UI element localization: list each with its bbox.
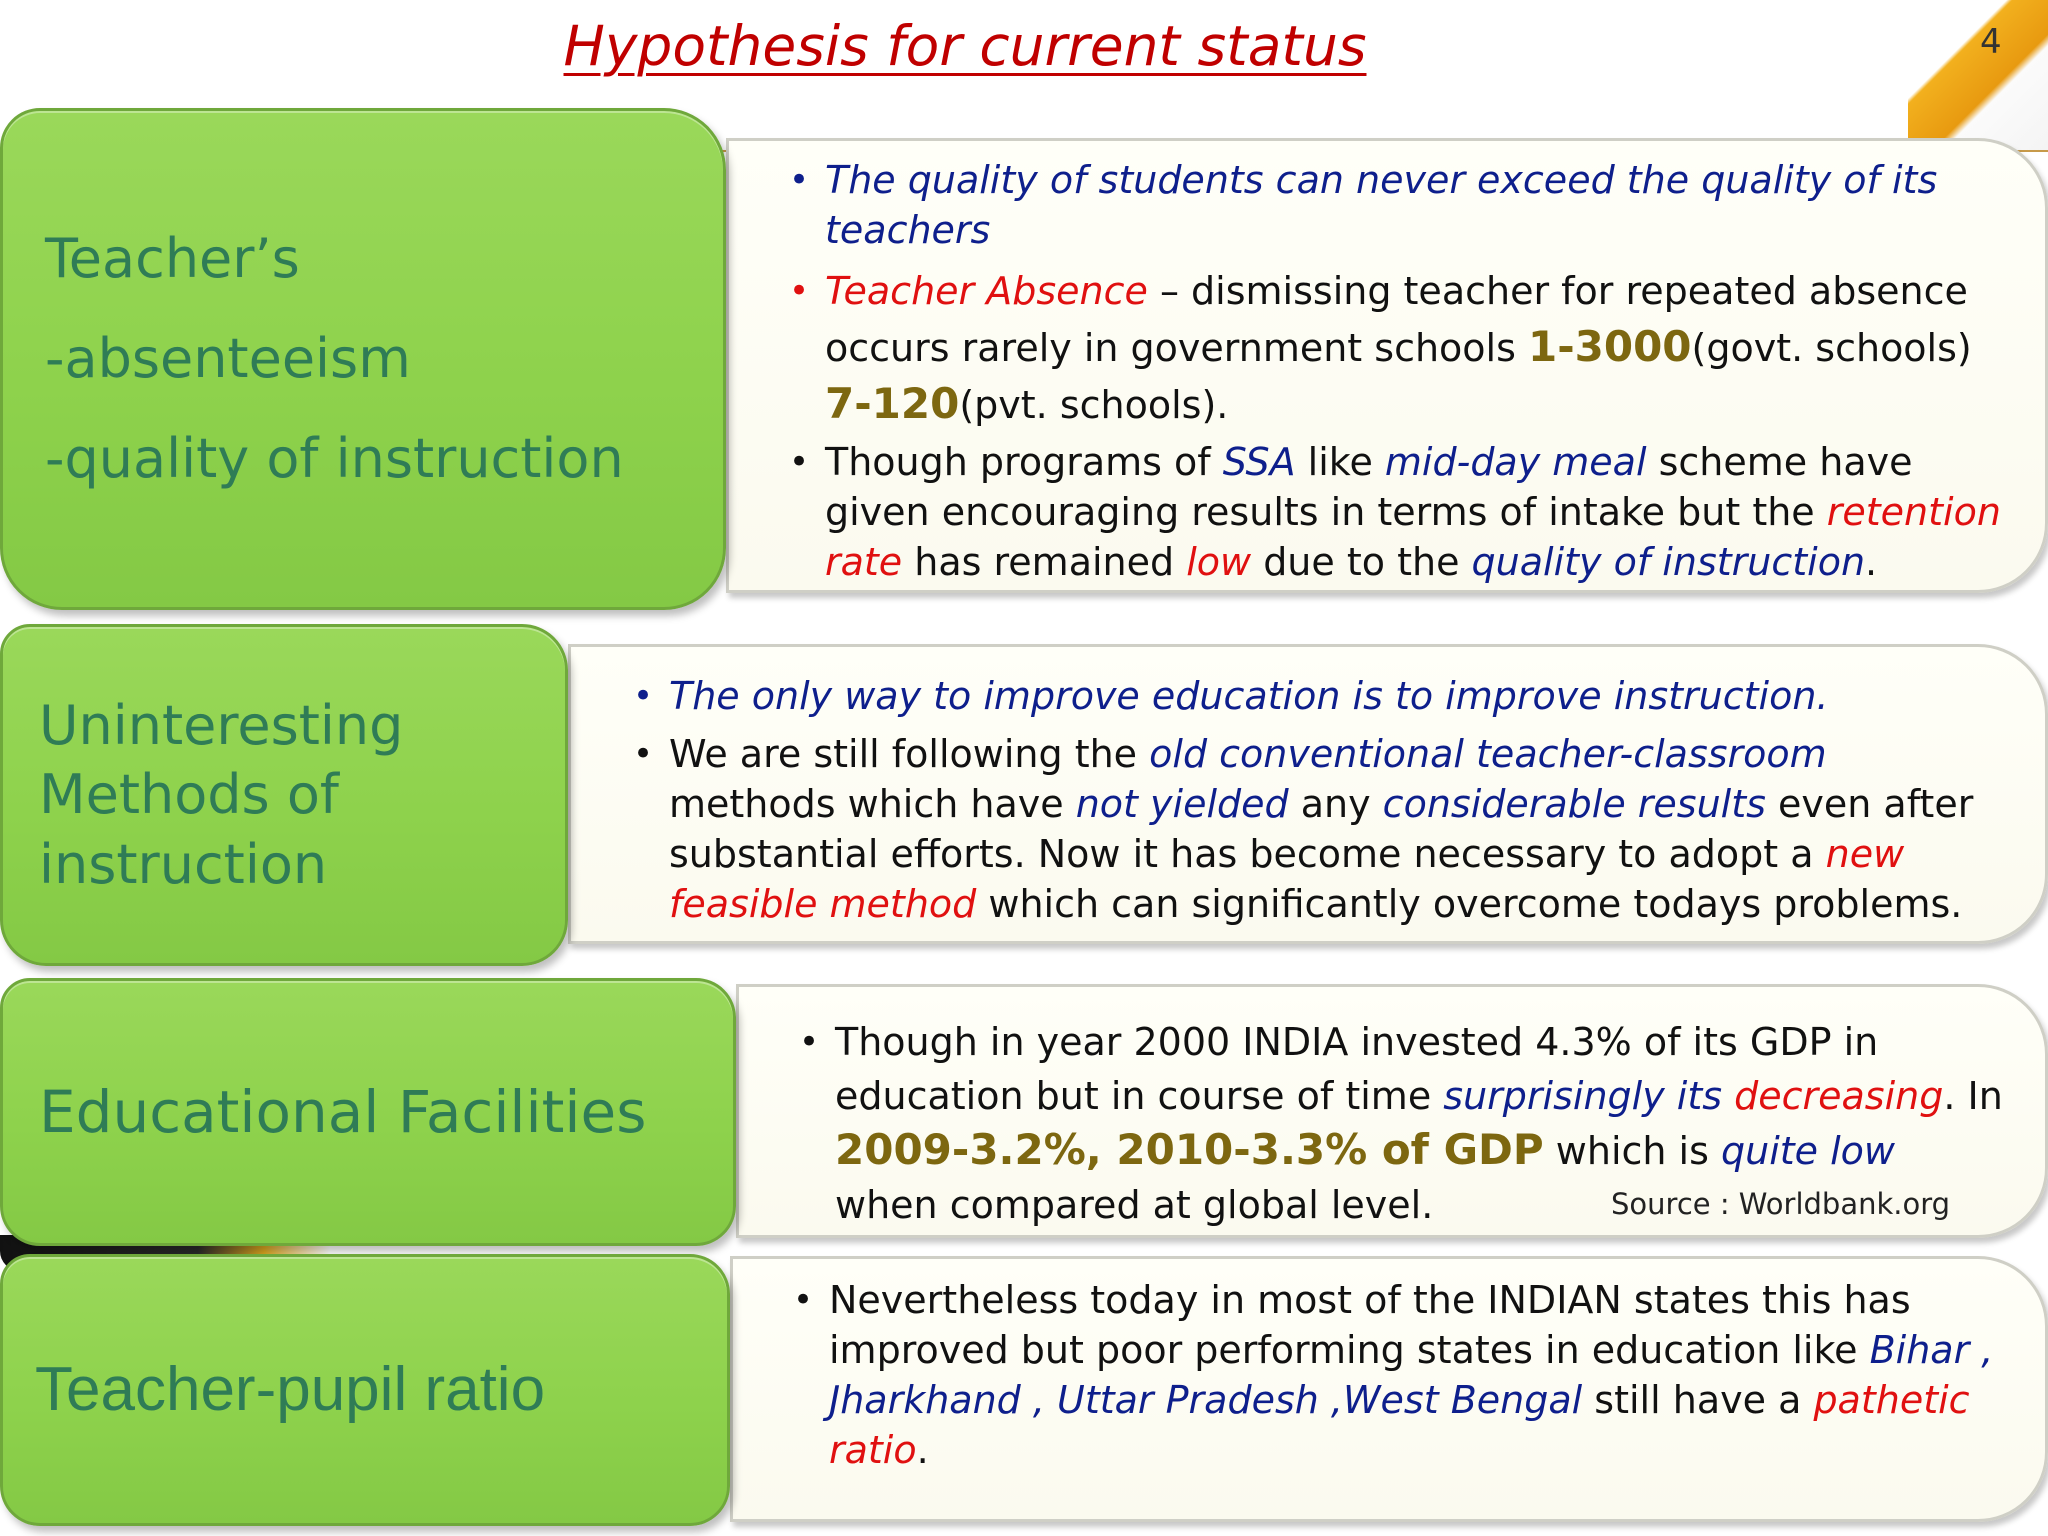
row-3-content-box [736, 984, 2048, 1238]
row-2-label-line-2: Methods of [39, 763, 339, 827]
source-citation: Source : Worldbank.org [1611, 1187, 1951, 1221]
row-1-bullet-3: • Though programs of SSA like mid-day meal scheme have given encouraging results in terms of intake but the retention rate has remained low due to the quality of instruction. [789, 440, 2001, 584]
row-2-bullet-2: • We are still following the old conventional teacher-classroom methods which have not yielded any considerable results even after substantial efforts. Now it has become necessary to adopt a new feasible method which can significantly overcome todays problems. [633, 732, 1974, 926]
row-2-label-line-3: instruction [39, 832, 328, 896]
row-3-bullet-1: • Though in year 2000 INDIA invested 4.3% of its GDP in education but in course of time surprisingly its decreasing. In 2009-3.2%, 2010-3.3% of GDP which is quite low when compared at global level. [799, 1020, 2003, 1227]
row-1-label-line-1: Teacher’s [45, 227, 300, 290]
row-1-label-line-3: -quality of instruction [45, 427, 624, 490]
row-4-label-line-1: Teacher-pupil ratio [35, 1355, 546, 1425]
row-1-bullet-1: • The quality of students can never exceed the quality of its teachers [789, 158, 1938, 252]
row-3-category-box [0, 978, 736, 1246]
slide-title: Hypothesis for current status [563, 14, 1367, 78]
row-4-bullet-1: • Nevertheless today in most of the INDIAN states this has improved but poor performing states in education like Bihar , Jharkhand , Uttar Pradesh ,West Bengal still have a pathetic ratio. [793, 1278, 1994, 1472]
row-1-label-line-2: -absenteeism [45, 327, 411, 390]
row-1-bullet-2: • Teacher Absence – dismissing teacher for repeated absence occurs rarely in government schools 1-3000(govt. schools) 7-120(pvt. schools). [789, 269, 1972, 428]
row-1-content-box [726, 138, 2048, 593]
row-2-content-box [568, 644, 2048, 944]
slide-number: 4 [1980, 22, 2002, 62]
row-2-bullet-1: • The only way to improve education is to improve instruction. [633, 674, 1829, 718]
row-1-category-box [0, 108, 726, 610]
row-2-label-line-1: Uninteresting [39, 694, 404, 758]
row-2-category-box [0, 624, 568, 966]
row-4-content-box [730, 1256, 2048, 1522]
row-4-category-box [0, 1254, 730, 1526]
row-3-label-line-1: Educational Facilities [39, 1077, 647, 1146]
